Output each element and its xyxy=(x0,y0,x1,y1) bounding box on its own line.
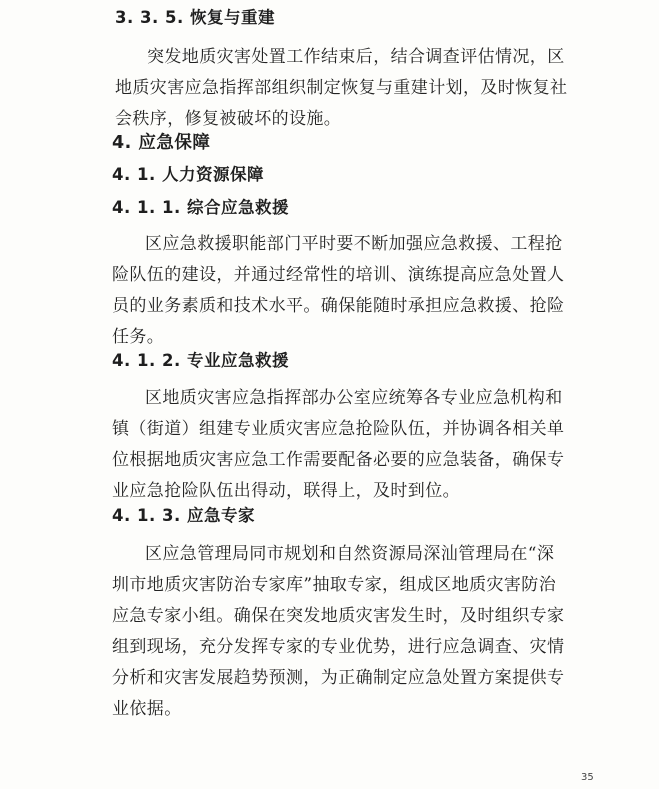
paragraph-line: 组到现场，充分发挥专家的专业优势，进行应急调查、灾情 xyxy=(112,637,565,657)
paragraph-line: 区地质灾害应急指挥部办公室应统筹各专业应急机构和 xyxy=(145,388,563,408)
paragraph-line: 业应急抢险队伍出得动，联得上，及时到位。 xyxy=(112,481,460,501)
paragraph-line: 突发地质灾害处置工作结束后，结合调查评估情况，区 xyxy=(147,47,565,67)
paragraph-line: 业依据。 xyxy=(112,699,182,719)
page-number: 35 xyxy=(581,772,594,783)
paragraph-line: 险队伍的建设，并通过经常性的培训、演练提高应急处置人 xyxy=(112,265,565,285)
paragraph-line: 位根据地质灾害应急工作需要配备必要的应急装备，确保专 xyxy=(112,450,565,470)
paragraph-line: 员的业务素质和技术水平。确保能随时承担应急救援、抢险 xyxy=(112,296,565,316)
heading-4-1-3: 4. 1. 3. 应急专家 xyxy=(112,506,255,525)
paragraph-line: 区应急管理局同市规划和自然资源局深汕管理局在“深 xyxy=(145,544,555,564)
paragraph-line: 镇（街道）组建专业质灾害应急抢险队伍，并协调各相关单 xyxy=(112,419,565,439)
heading-3-3-5: 3. 3. 5. 恢复与重建 xyxy=(115,8,275,27)
heading-4: 4. 应急保障 xyxy=(112,133,211,153)
paragraph-line: 分析和灾害发展趋势预测，为正确制定应急处置方案提供专 xyxy=(112,668,565,688)
paragraph-line: 圳市地质灾害防治专家库”抽取专家，组成区地质灾害防治 xyxy=(112,575,557,595)
paragraph-line: 应急专家小组。确保在突发地质灾害发生时，及时组织专家 xyxy=(112,606,565,626)
paragraph-line: 会秩序，修复被破坏的设施。 xyxy=(115,109,342,129)
paragraph-line: 区应急救援职能部门平时要不断加强应急救援、工程抢 xyxy=(145,234,563,254)
heading-4-1-2: 4. 1. 2. 专业应急救援 xyxy=(112,351,289,370)
paragraph-line: 任务。 xyxy=(112,327,165,347)
paragraph-line: 地质灾害应急指挥部组织制定恢复与重建计划，及时恢复社 xyxy=(115,78,568,98)
heading-4-1: 4. 1. 人力资源保障 xyxy=(112,165,264,184)
heading-4-1-1: 4. 1. 1. 综合应急救援 xyxy=(112,198,289,217)
